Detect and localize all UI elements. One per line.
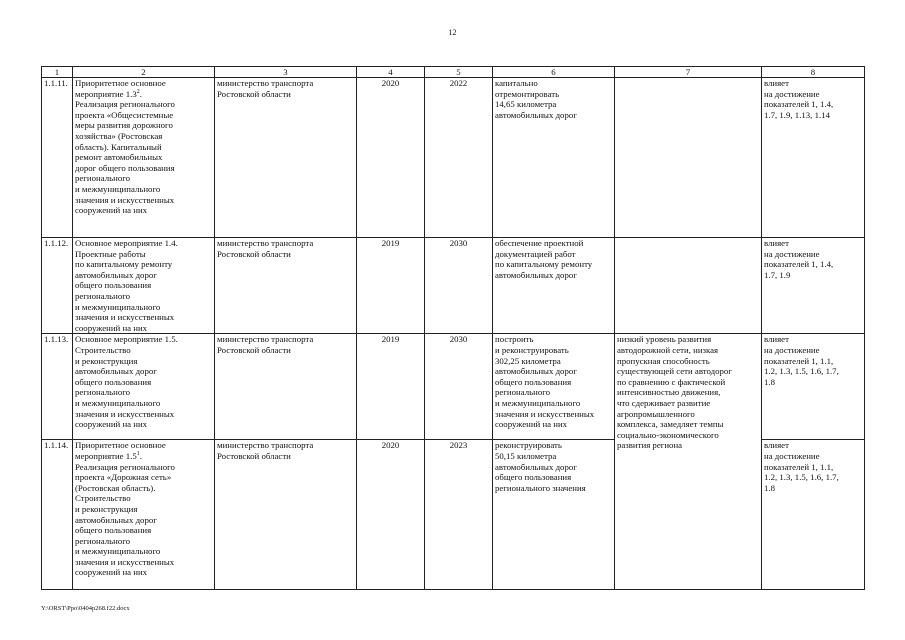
start-year: 2020 <box>357 78 425 238</box>
start-year: 2019 <box>357 238 425 334</box>
header-col-3: 3 <box>215 67 357 78</box>
indicators: влияет на достижение показателей 1, 1.4, 1.7, 1.9, 1.13, 1.14 <box>762 78 865 238</box>
table-header-row <box>42 67 865 78</box>
start-year: 2020 <box>357 440 425 590</box>
end-year: 2030 <box>425 334 493 440</box>
file-path-footer: Y:\ORST\Ppo\0404p268.f22.docx <box>41 605 130 612</box>
row-number: 1.1.11. <box>42 78 73 238</box>
executor: министерство транспорта Ростовской области <box>215 334 357 440</box>
table-row <box>42 238 865 334</box>
indicators: влияет на достижение показателей 1, 1.4, 1.7, 1.9 <box>762 238 865 334</box>
table-row <box>42 334 865 440</box>
row-number: 1.1.12. <box>42 238 73 334</box>
measure-name: Основное мероприятие 1.5. Строительство и реконструкция автомобильных дорог общего пользования регионального и межмуниципального значения и искусственных сооружений на них <box>73 334 215 440</box>
row-number: 1.1.14. <box>42 440 73 590</box>
expected-result: реконструировать 50,15 километра автомобильных дорог общего пользования регионального значения <box>493 440 615 590</box>
end-year: 2022 <box>425 78 493 238</box>
executor: министерство транспорта Ростовской области <box>215 440 357 590</box>
header-col-2: 2 <box>73 67 215 78</box>
page-number: 12 <box>448 28 457 37</box>
expected-result: капитально отремонтировать 14,65 километра автомобильных дорог <box>493 78 615 238</box>
program-table <box>41 66 865 590</box>
row-number: 1.1.13. <box>42 334 73 440</box>
executor: министерство транспорта Ростовской области <box>215 238 357 334</box>
measure-name: Приоритетное основное мероприятие $1.3^2$. Реализация регионального проекта «Общесистемные меры развития дорожного хозяйства» (Ростовская область). Капитальный ремонт автомобильных дорог общего пользования регионального и межмуниципального значения и искусственных сооружений на них <box>73 78 215 238</box>
measure-name: Основное мероприятие 1.4. Проектные работы по капитальному ремонту автомобильных дорог общего пользования регионального и межмуниципального значения и искусственных сооружений на них <box>73 238 215 334</box>
indicators: влияет на достижение показателей 1, 1.1, 1.2, 1.3, 1.5, 1.6, 1.7, 1.8 <box>762 334 865 440</box>
consequences-cell <box>615 78 762 238</box>
header-col-6: 6 <box>493 67 615 78</box>
consequences-cell: низкий уровень развития автодорожной сети, низкая пропускная способность существующей сети автодорог по сравнению с фактической интенсивностью движения, что сдерживает развитие агропромышленного комплекса, замедляет темпы социально-экономического развития региона <box>615 334 762 590</box>
consequences-cell <box>615 238 762 334</box>
expected-result: построить и реконструировать 302,25 километра автомобильных дорог общего пользования регионального и межмуниципального значения и искусственных сооружений на них <box>493 334 615 440</box>
header-col-4: 4 <box>357 67 425 78</box>
executor: министерство транспорта Ростовской области <box>215 78 357 238</box>
header-col-8: 8 <box>762 67 865 78</box>
measure-name: Приоритетное основное мероприятие $1.5^1$. Реализация регионального проекта «Дорожная сеть» (Ростовская область). Строительство и реконструкция автомобильных дорог общего пользования регионального и межмуниципального значения и искусственных сооружений на них <box>73 440 215 590</box>
end-year: 2030 <box>425 238 493 334</box>
header-col-1: 1 <box>42 67 73 78</box>
header-col-7: 7 <box>615 67 762 78</box>
header-col-5: 5 <box>425 67 493 78</box>
indicators: влияет на достижение показателей 1, 1.1, 1.2, 1.3, 1.5, 1.6, 1.7, 1.8 <box>762 440 865 590</box>
expected-result: обеспечение проектной документацией работ по капитальному ремонту автомобильных дорог <box>493 238 615 334</box>
table-row <box>42 78 865 238</box>
start-year: 2019 <box>357 334 425 440</box>
end-year: 2023 <box>425 440 493 590</box>
